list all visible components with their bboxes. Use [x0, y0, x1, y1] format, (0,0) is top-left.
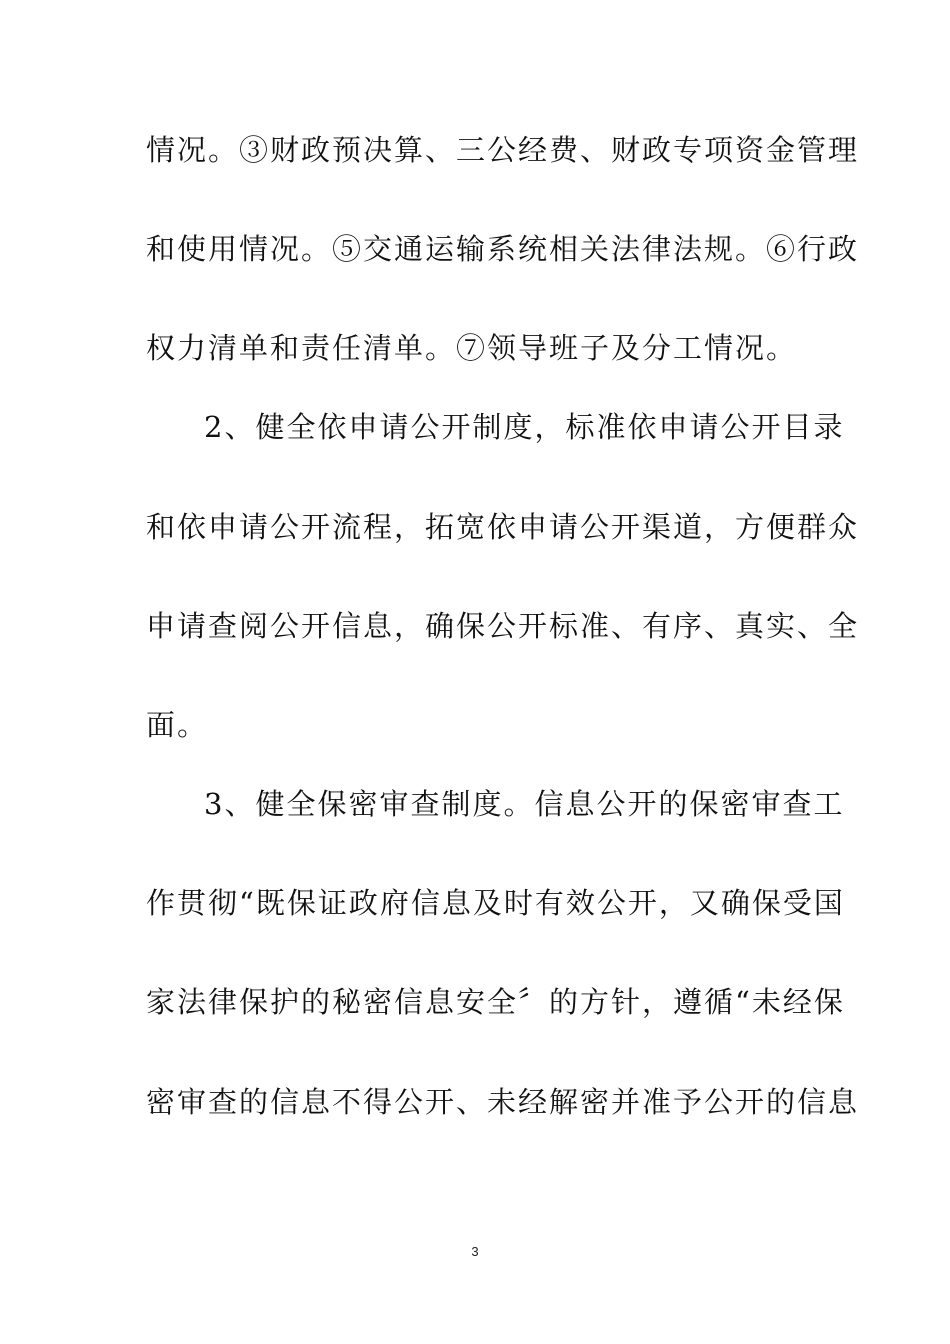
paragraph-start-line: 3、健全保密审查制度。信息公开的保密审查工	[204, 787, 845, 821]
text-line: 面。	[146, 708, 209, 742]
text-line: 作贯彻“既保证政府信息及时有效公开，又确保受国	[146, 886, 845, 920]
text-line: 申请查阅公开信息，确保公开标准、有序、真实、全	[146, 609, 860, 643]
page-number: 3	[471, 1244, 479, 1259]
text-line: 密审查的信息不得公开、未经解密并准予公开的信息	[146, 1085, 860, 1119]
text-line: 家法律保护的秘密信息安全〞的方针，遵循“未经保	[146, 985, 845, 1019]
text-line: 和使用情况。⑤交通运输系统相关法律法规。⑥行政	[146, 232, 860, 266]
paragraph-start-line: 2、健全依申请公开制度，标准依申请公开目录	[204, 410, 845, 444]
text-line: 情况。③财政预决算、三公经费、财政专项资金管理	[146, 133, 860, 167]
text-line: 和依申请公开流程，拓宽依申请公开渠道，方便群众	[146, 510, 860, 544]
text-line: 权力清单和责任清单。⑦领导班子及分工情况。	[146, 331, 798, 365]
